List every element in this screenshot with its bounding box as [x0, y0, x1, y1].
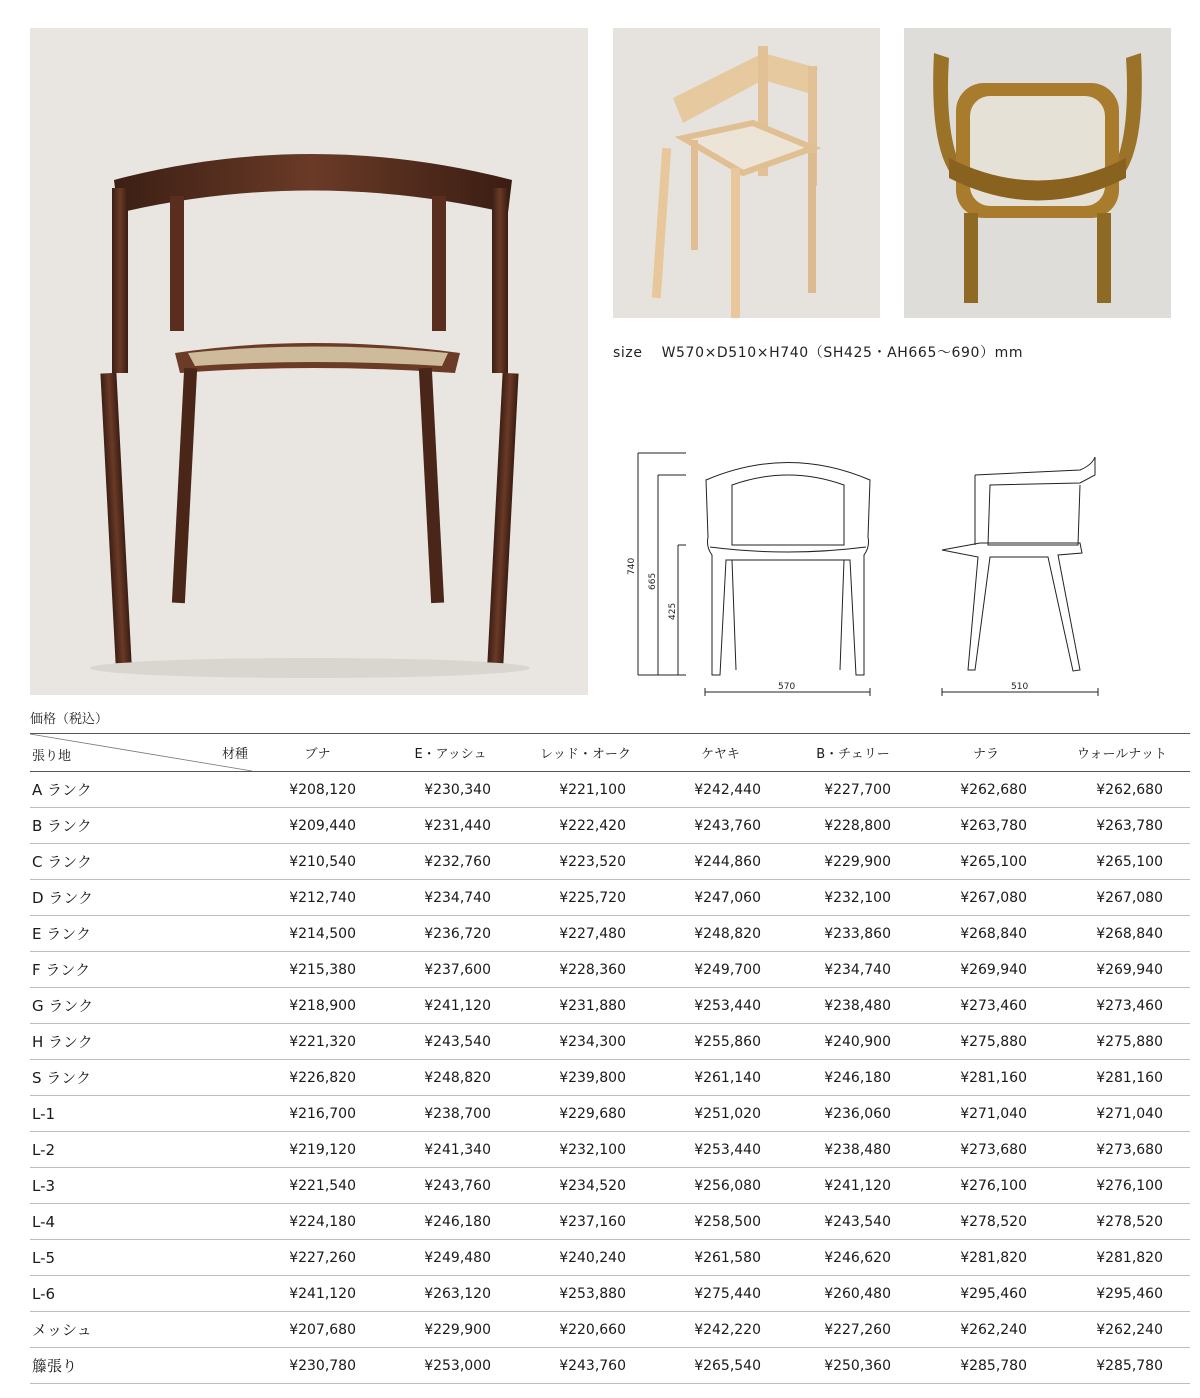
price-cell: ¥241,120 [383, 988, 518, 1024]
dim-425: 425 [668, 602, 678, 620]
material-col-header: ブナ [252, 734, 383, 772]
row-label: L-1 [30, 1096, 252, 1132]
price-cell: ¥255,860 [653, 1024, 788, 1060]
price-cell: ¥236,720 [383, 916, 518, 952]
price-cell: ¥221,540 [252, 1168, 383, 1204]
table-corner-cell [30, 734, 252, 772]
price-cell: ¥225,720 [518, 880, 653, 916]
price-cell: ¥212,740 [252, 880, 383, 916]
price-cell: ¥295,460 [1054, 1276, 1190, 1312]
price-cell: ¥262,240 [1054, 1312, 1190, 1348]
price-cell: ¥263,780 [918, 808, 1054, 844]
price-cell: ¥268,840 [918, 916, 1054, 952]
price-cell: ¥273,460 [1054, 988, 1190, 1024]
price-cell: ¥281,820 [1054, 1240, 1190, 1276]
table-row [30, 952, 1190, 988]
table-row [30, 1096, 1190, 1132]
price-cell: ¥227,260 [788, 1312, 918, 1348]
table-row [30, 844, 1190, 880]
price-cell: ¥246,620 [788, 1240, 918, 1276]
price-cell: ¥250,360 [788, 1348, 918, 1384]
material-col-header: レッド・オーク [518, 734, 653, 772]
table-row [30, 988, 1190, 1024]
price-cell: ¥207,680 [252, 1312, 383, 1348]
price-cell: ¥215,380 [252, 952, 383, 988]
price-cell: ¥236,060 [788, 1096, 918, 1132]
price-cell: ¥243,760 [383, 1168, 518, 1204]
chair-top-view-photo [904, 28, 1171, 318]
row-label: C ランク [30, 844, 252, 880]
table-row [30, 772, 1190, 808]
table-row [30, 1024, 1190, 1060]
price-cell: ¥248,820 [653, 916, 788, 952]
price-cell: ¥232,760 [383, 844, 518, 880]
row-label: L-3 [30, 1168, 252, 1204]
price-cell: ¥210,540 [252, 844, 383, 880]
price-cell: ¥233,860 [788, 916, 918, 952]
price-cell: ¥241,340 [383, 1132, 518, 1168]
row-label: E ランク [30, 916, 252, 952]
price-cell: ¥238,480 [788, 988, 918, 1024]
price-cell: ¥278,520 [918, 1204, 1054, 1240]
table-row [30, 1276, 1190, 1312]
price-cell: ¥222,420 [518, 808, 653, 844]
row-label: S ランク [30, 1060, 252, 1096]
price-cell: ¥208,120 [252, 772, 383, 808]
price-cell: ¥253,000 [383, 1348, 518, 1384]
price-cell: ¥278,520 [1054, 1204, 1190, 1240]
price-cell: ¥234,520 [518, 1168, 653, 1204]
price-cell: ¥285,780 [918, 1348, 1054, 1384]
price-cell: ¥275,440 [653, 1276, 788, 1312]
price-cell: ¥220,660 [518, 1312, 653, 1348]
price-cell: ¥229,900 [383, 1312, 518, 1348]
table-row [30, 1348, 1190, 1384]
price-cell: ¥263,780 [1054, 808, 1190, 844]
row-label: 籐張り [30, 1348, 252, 1384]
price-cell: ¥243,540 [788, 1204, 918, 1240]
price-cell: ¥237,600 [383, 952, 518, 988]
price-cell: ¥262,240 [918, 1312, 1054, 1348]
price-cell: ¥224,180 [252, 1204, 383, 1240]
price-cell: ¥227,260 [252, 1240, 383, 1276]
price-cell: ¥269,940 [1054, 952, 1190, 988]
price-cell: ¥295,460 [918, 1276, 1054, 1312]
price-cell: ¥249,480 [383, 1240, 518, 1276]
table-row [30, 1240, 1190, 1276]
price-cell: ¥273,680 [918, 1132, 1054, 1168]
price-cell: ¥267,080 [1054, 880, 1190, 916]
price-cell: ¥281,160 [918, 1060, 1054, 1096]
row-label: G ランク [30, 988, 252, 1024]
material-col-header: ウォールナット [1054, 734, 1190, 772]
price-cell: ¥223,520 [518, 844, 653, 880]
price-cell: ¥234,740 [788, 952, 918, 988]
price-cell: ¥239,800 [518, 1060, 653, 1096]
row-label: L-6 [30, 1276, 252, 1312]
price-cell: ¥229,900 [788, 844, 918, 880]
price-cell: ¥227,700 [788, 772, 918, 808]
price-cell: ¥234,740 [383, 880, 518, 916]
front-line-drawing [620, 445, 890, 700]
table-row [30, 1312, 1190, 1348]
price-cell: ¥243,540 [383, 1024, 518, 1060]
price-cell: ¥265,100 [1054, 844, 1190, 880]
price-cell: ¥253,440 [653, 1132, 788, 1168]
price-cell: ¥247,060 [653, 880, 788, 916]
price-cell: ¥219,120 [252, 1132, 383, 1168]
price-cell: ¥276,100 [1054, 1168, 1190, 1204]
row-label: B ランク [30, 808, 252, 844]
price-cell: ¥227,480 [518, 916, 653, 952]
price-cell: ¥232,100 [518, 1132, 653, 1168]
price-cell: ¥209,440 [252, 808, 383, 844]
dim-665: 665 [648, 572, 658, 590]
chair-natural-angle-photo [613, 28, 880, 318]
table-row [30, 1060, 1190, 1096]
size-value: W570×D510×H740（SH425・AH665〜690）mm [661, 345, 1024, 361]
price-cell: ¥256,080 [653, 1168, 788, 1204]
price-cell: ¥228,800 [788, 808, 918, 844]
row-label: L-5 [30, 1240, 252, 1276]
price-cell: ¥242,220 [653, 1312, 788, 1348]
price-cell: ¥232,100 [788, 880, 918, 916]
price-cell: ¥251,020 [653, 1096, 788, 1132]
price-cell: ¥231,440 [383, 808, 518, 844]
price-cell: ¥226,820 [252, 1060, 383, 1096]
price-cell: ¥238,480 [788, 1132, 918, 1168]
table-row [30, 880, 1190, 916]
price-cell: ¥234,300 [518, 1024, 653, 1060]
material-header: 材種 [221, 747, 248, 762]
side-line-drawing [930, 445, 1110, 700]
price-cell: ¥265,540 [653, 1348, 788, 1384]
price-cell: ¥241,120 [252, 1276, 383, 1312]
price-table-body [30, 772, 1190, 1384]
price-cell: ¥262,680 [1054, 772, 1190, 808]
table-row [30, 808, 1190, 844]
price-cell: ¥243,760 [518, 1348, 653, 1384]
size-label: size [613, 345, 643, 361]
material-col-header: E・アッシュ [383, 734, 518, 772]
price-cell: ¥230,340 [383, 772, 518, 808]
row-label: H ランク [30, 1024, 252, 1060]
price-cell: ¥246,180 [788, 1060, 918, 1096]
row-label: A ランク [30, 772, 252, 808]
price-cell: ¥249,700 [653, 952, 788, 988]
price-cell: ¥216,700 [252, 1096, 383, 1132]
price-cell: ¥258,500 [653, 1204, 788, 1240]
price-cell: ¥273,460 [918, 988, 1054, 1024]
price-cell: ¥248,820 [383, 1060, 518, 1096]
price-cell: ¥261,140 [653, 1060, 788, 1096]
material-col-header: B・チェリー [788, 734, 918, 772]
row-label: L-4 [30, 1204, 252, 1240]
price-cell: ¥267,080 [918, 880, 1054, 916]
price-cell: ¥238,700 [383, 1096, 518, 1132]
price-cell: ¥231,880 [518, 988, 653, 1024]
price-cell: ¥263,120 [383, 1276, 518, 1312]
price-cell: ¥275,880 [1054, 1024, 1190, 1060]
row-label: F ランク [30, 952, 252, 988]
price-cell: ¥262,680 [918, 772, 1054, 808]
price-cell: ¥230,780 [252, 1348, 383, 1384]
price-cell: ¥253,880 [518, 1276, 653, 1312]
price-cell: ¥221,320 [252, 1024, 383, 1060]
size-spec [613, 342, 1023, 362]
dim-740: 740 [627, 557, 637, 575]
price-caption: 価格（税込） [30, 712, 109, 727]
price-cell: ¥240,240 [518, 1240, 653, 1276]
price-cell: ¥240,900 [788, 1024, 918, 1060]
price-cell: ¥253,440 [653, 988, 788, 1024]
price-cell: ¥244,860 [653, 844, 788, 880]
chair-front-photo [30, 28, 588, 695]
upholstery-header: 張り地 [32, 749, 72, 764]
table-row [30, 1132, 1190, 1168]
price-cell: ¥281,160 [1054, 1060, 1190, 1096]
price-cell: ¥243,760 [653, 808, 788, 844]
price-cell: ¥237,160 [518, 1204, 653, 1240]
price-cell: ¥271,040 [1054, 1096, 1190, 1132]
price-cell: ¥273,680 [1054, 1132, 1190, 1168]
dim-570: 570 [778, 682, 796, 692]
price-cell: ¥261,580 [653, 1240, 788, 1276]
price-cell: ¥269,940 [918, 952, 1054, 988]
price-cell: ¥271,040 [918, 1096, 1054, 1132]
dim-510: 510 [1011, 682, 1029, 692]
table-header-row [30, 734, 1190, 772]
price-cell: ¥281,820 [918, 1240, 1054, 1276]
price-cell: ¥242,440 [653, 772, 788, 808]
price-cell: ¥241,120 [788, 1168, 918, 1204]
price-cell: ¥276,100 [918, 1168, 1054, 1204]
row-label: D ランク [30, 880, 252, 916]
material-col-header: ナラ [918, 734, 1054, 772]
price-cell: ¥214,500 [252, 916, 383, 952]
price-cell: ¥260,480 [788, 1276, 918, 1312]
price-cell: ¥268,840 [1054, 916, 1190, 952]
price-cell: ¥221,100 [518, 772, 653, 808]
price-cell: ¥285,780 [1054, 1348, 1190, 1384]
table-row [30, 916, 1190, 952]
price-cell: ¥229,680 [518, 1096, 653, 1132]
row-label: L-2 [30, 1132, 252, 1168]
price-cell: ¥275,880 [918, 1024, 1054, 1060]
row-label: メッシュ [30, 1312, 252, 1348]
price-cell: ¥218,900 [252, 988, 383, 1024]
material-col-header: ケヤキ [653, 734, 788, 772]
price-table [30, 733, 1190, 1384]
price-cell: ¥265,100 [918, 844, 1054, 880]
table-row [30, 1168, 1190, 1204]
table-row [30, 1204, 1190, 1240]
price-cell: ¥228,360 [518, 952, 653, 988]
price-cell: ¥246,180 [383, 1204, 518, 1240]
